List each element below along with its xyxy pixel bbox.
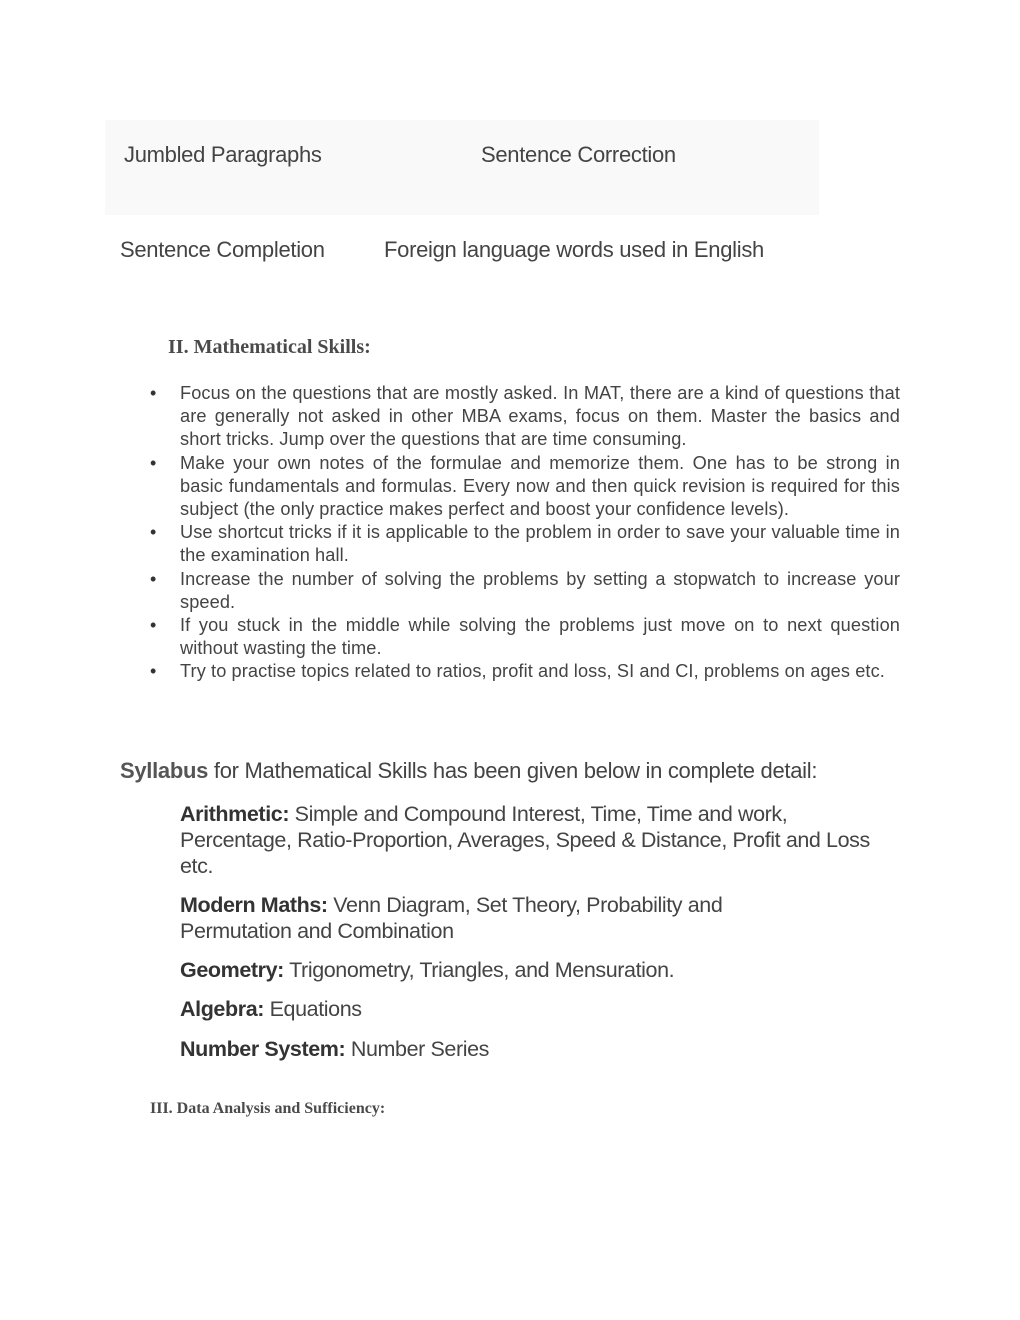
table-cell: Jumbled Paragraphs (124, 142, 322, 167)
list-item: • Focus on the questions that are mostly asked. In MAT, there are a kind of questions that are generally not asked in other MBA exams, focus on them. Master the basics and short tricks. Jump over the questions that are time consuming. (150, 382, 900, 452)
list-item: • Use shortcut tricks if it is applicable to the problem in order to save your valuable time in the examination hall. (150, 521, 900, 567)
topic-label: Arithmetic: (180, 802, 290, 826)
topic-label: Modern Maths: (180, 893, 328, 917)
table-cell: Sentence Completion (120, 237, 325, 262)
list-item: • Try to practise topics related to ratios, profit and loss, SI and CI, problems on ages etc. (150, 660, 900, 683)
section-heading: II. Mathematical Skills: (168, 336, 371, 358)
list-item: • If you stuck in the middle while solving the problems just move on to next question without wasting the time. (150, 614, 900, 660)
section-heading: III. Data Analysis and Sufficiency: (150, 1100, 386, 1117)
table-cell: Sentence Correction (481, 142, 676, 167)
syllabus-text: for Mathematical Skills has been given below in complete detail: (208, 758, 818, 783)
topic-label: Algebra: (180, 997, 265, 1021)
tips-list (150, 382, 900, 684)
topic-arithmetic (180, 801, 900, 879)
table-cell: Foreign language words used in English (384, 237, 764, 262)
topic-algebra (180, 996, 900, 1022)
topic-label: Number System: (180, 1037, 346, 1061)
topic-text: Number Series (345, 1037, 490, 1061)
topic-modern-maths (180, 892, 800, 944)
syllabus-label: Syllabus (120, 758, 209, 783)
topic-geometry (180, 957, 900, 983)
list-item: • Increase the number of solving the problems by setting a stopwatch to increase your speed. (150, 568, 900, 614)
list-item: • Make your own notes of the formulae and memorize them. One has to be strong in basic fundamentals and formulas. Every now and then quick revision is required for this subject (the only practice makes perfect and boost your confidence levels). (150, 452, 900, 522)
topic-text: Venn Diagram, Set Theory, Probability and Permutation and Combination (180, 893, 723, 943)
syllabus-intro (120, 758, 817, 784)
topic-label: Geometry: (180, 958, 284, 982)
topic-text: Simple and Compound Interest, Time, Time and work, Percentage, Ratio-Proportion, Averages, Speed & Distance, Profit and Loss etc. (180, 802, 870, 878)
topic-text: Trigonometry, Triangles, and Mensuration. (283, 958, 675, 982)
topic-number-system (180, 1036, 900, 1062)
topic-text: Equations (264, 997, 362, 1021)
